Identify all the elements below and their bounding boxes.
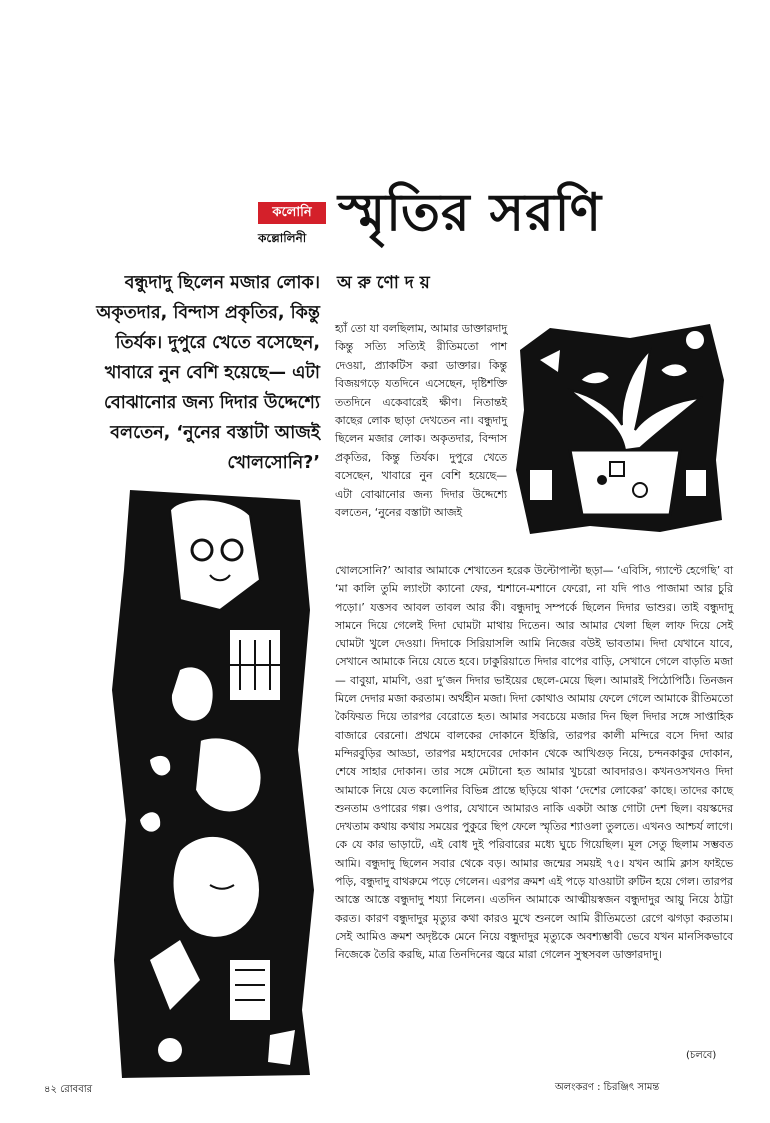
faces-collage-icon [110, 490, 318, 1080]
article-title: স্মৃতির সরণি [338, 183, 603, 243]
illustration-credit: অলংকরণ : চিরঞ্জিৎ সামন্ত [555, 1082, 660, 1093]
column-name: কল্লোলিনী [258, 231, 307, 245]
pull-quote: বন্ধুদাদু ছিলেন মজার লোক। অকৃতদার, বিন্দাস প্রকৃতির, কিন্তু তির্যক। দুপুরে খেতে বসেছেন, খাবারে নুন বেশি হয়েছে— এটা বোঝানোর জন্য দিদার উদ্দেশ্যে বলতেন, ‘নুনের বস্তাটা আজই খোলসোনি?’ [96, 273, 320, 473]
continued-label: (চলবে) [686, 1050, 717, 1061]
potted-plant-illustration [510, 320, 730, 536]
article-header [258, 182, 738, 252]
author-byline: অরুণোদয় [337, 273, 436, 293]
page-folio: ৪২ রোববার [44, 1084, 93, 1095]
body-text-narrow: হ্যাঁ তো যা বলছিলাম, আমার ডাক্তারদাদু কিন্তু সত্যি সত্যিই রীতিমতো পাশ দেওয়া, প্র্যাকটিস করা ডাক্তার। কিন্তু বিজয়গড়ে যতদিনে এসেছেন, দৃষ্টিশক্তি ততদিনে একেবারেই ক্ষীণ। নিতান্তই কাছের লোক ছাড়া দেখতেন না। বন্ধুদাদু ছিলেন মজার লোক। অকৃতদার, বিন্দাস প্রকৃতির, কিন্তু তির্যক। দুপুরে খেতে বসেছেন, খাবারে নুন বেশি হয়েছে— এটা বোঝানোর জন্য দিদার উদ্দেশ্যে বলতেন, ‘নুনের বস্তাটা আজই [335, 322, 507, 520]
section-kicker: কলোনি [258, 202, 326, 224]
plant-pot-icon [510, 320, 730, 536]
people-collage-illustration [110, 490, 318, 1080]
body-text-wide: খোলসোনি?’ আবার আমাকে শেখাতেন হরেক উল্টোপাল্টা ছড়া— ‘এবিসি, গ্যাণ্টে হেগেছি’ বা ‘মা কালি তুমি ল্যাংটা ক্যানো ফের, শ্মশানে-মশানে ফেরো, না যদি পাও পাজামা আর চুরি পড়ো।’ যত্তসব আবল তাবল আর কী। বন্ধুদাদু সম্পর্কে ছিলেন দিদার ভাশুর। তাই বন্ধুদাদু সামনে দিয়ে গেলেই দিদা ঘোমটা মাথায় দিতেন। আর আমার খেলা ছিল লাফ দিয়ে সেই ঘোমটা খুলে দেওয়া। দিদাকে সিরিয়াসলি আমি নিজের বউই ভাবতাম। দিদা যেখানে যাবে, সেখানে আমাকে নিয়ে যেতে হবে। ঢাকুরিয়াতে দিদার বাপের বাড়ি, সেখানে গেলে বাড়তি মজা— বাবুয়া, মামণি, ওরা দু’জন দিদার ভাইয়ের ছেলে-মেয়ে ছিল। আমারই পিঠোপিঠি। তিনজন মিলে দেদার মজা করতাম। অর্থহীন মজা। দিদা কোথাও আমায় ফেলে গেলে আমাকে রীতিমতো কৈফিয়ত দিয়ে তারপর বেরোতে হত। আমার সবচেয়ে মজার দিন ছিল দিদার সঙ্গে সাপ্তাহিক বাজারে বেরনো। প্রথমে বালকের দোকানে ইস্তিরি, তারপর কালী মন্দিরে বসে দিদা আর মন্দিরবুড়ির আড্ডা, তারপর মহাদেবের দোকান থেকে আখিগুড় নিয়ে, চন্দনকাকুর দোকান, শেষে সাহার দোকান। তার সঙ্গে মেটানো হত আমার খুচরো আবদারও। কখনওসখনও দিদা আমাকে নিয়ে যেত কলোনির বিভিন্ন প্রান্তে ছড়িয়ে থাকা ‘দেশের লোকের’ কাছে। তাদের কাছে শুনতাম ওপারের গল্প। ওপার, যেখানে আমারও নাকি একটা আস্ত গোটা দেশ ছিল। বয়স্কদের দেখতাম কথায় কথায় সময়ের পুকুরে ছিপ ফেলে স্মৃতির শ্যাওলা তুলতে। এখনও আশ্চর্য লাগে। কে যে কার ভাড়াটে, এই বোধ দুই পরিবারের মধ্যে ঘুচে গিয়েছিল। মূল সেতু ছিলাম সম্ভবত আমি। বন্ধুদাদু ছিলেন সবার থেকে বড়। আমার জন্মের সময়ই ৭৫। যখন আমি ক্লাস ফাইভে পড়ি, বন্ধুদাদু বাথরুমে পড়ে গেলেন। এরপর ক্রমশ এই পড়ে যাওয়াটা রুটিন হয়ে গেল। তারপর আস্তে আস্তে বন্ধুদাদু শয্যা নিলেন। এতদিন আমাকে আত্মীয়স্বজন বন্ধুদাদুর আয়ু নিয়ে ঠাট্টা করত। কারণ বন্ধুদাদুর মৃত্যুর কথা কারও মুখে শুনলে আমি রীতিমতো রেগে ঝগড়া করতাম। সেই আমিও ক্রমশ অদৃষ্টকে মেনে নিয়ে বন্ধুদাদুর মৃত্যুকে অবশ্যম্ভাবী ভেবে যখন মানসিকভাবে নিজেকে তৈরি করছি, মাত্র তিনদিনের জ্বরে মারা গেলেন সুস্থসবল ডাক্তারদাদু। [335, 564, 733, 962]
